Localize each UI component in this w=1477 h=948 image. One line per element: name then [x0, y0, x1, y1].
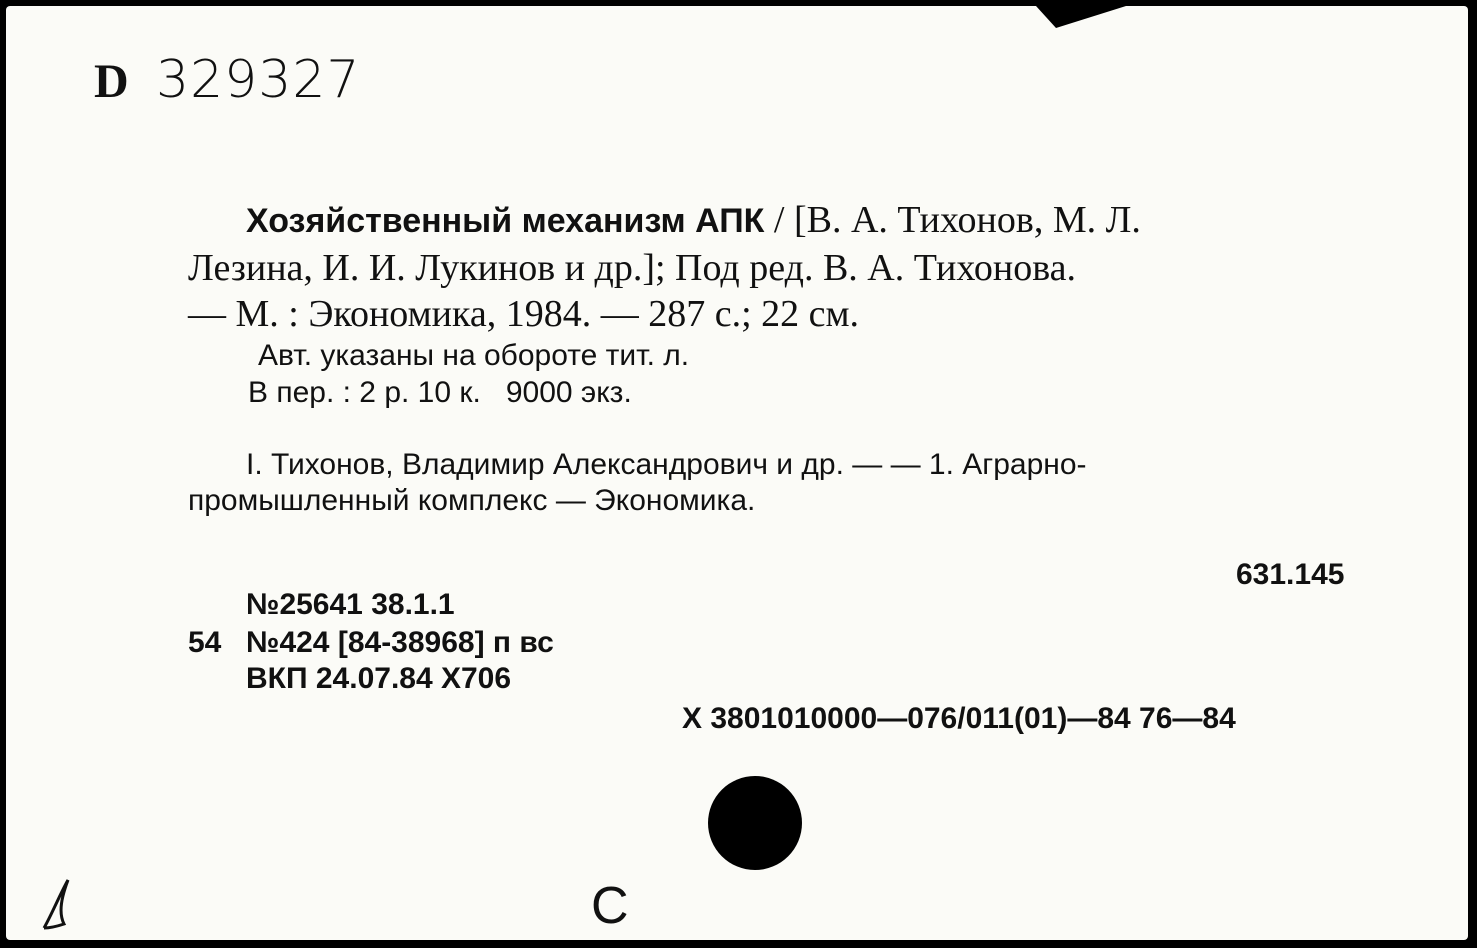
registration-line-2-prefix: 54	[188, 626, 222, 659]
registration-line-2: №424 [84-38968] п вс	[246, 626, 554, 659]
book-title: Хозяйственный механизм АПК	[246, 202, 765, 240]
title-line-3: — М. : Экономика, 1984. — 287 с.; 22 см.	[188, 293, 860, 335]
udc-number: 631.145	[1236, 558, 1345, 591]
title-line-1	[246, 198, 1141, 242]
title-line-1-rest: / [В. А. Тихонов, М. Л.	[764, 199, 1141, 241]
classification-code: Х 3801010000—076/011(01)—84 76—84	[682, 702, 1236, 735]
inventory-number: 329327	[156, 50, 361, 110]
registration-line-1: №25641 38.1.1	[246, 588, 455, 621]
catalog-card	[6, 6, 1468, 940]
bottom-letter: С	[591, 877, 629, 935]
note-line-1: Авт. указаны на обороте тит. л.	[258, 339, 690, 372]
stamp-prefix: D	[94, 55, 129, 108]
punch-hole	[708, 776, 802, 870]
note-line-2: В пер. : 2 р. 10 к. 9000 экз.	[248, 376, 632, 409]
tracing-line-1: I. Тихонов, Владимир Александрович и др. — — 1. Аграрно-	[246, 448, 1087, 481]
tracing-line-2: промышленный комплекс — Экономика.	[188, 484, 756, 517]
handwritten-mark-icon	[38, 874, 78, 934]
registration-line-3: ВКП 24.07.84 Х706	[246, 662, 512, 695]
title-line-2: Лезина, И. И. Лукинов и др.]; Под ред. В. А. Тихонова.	[188, 247, 1077, 289]
corner-notch	[1036, 6, 1126, 36]
